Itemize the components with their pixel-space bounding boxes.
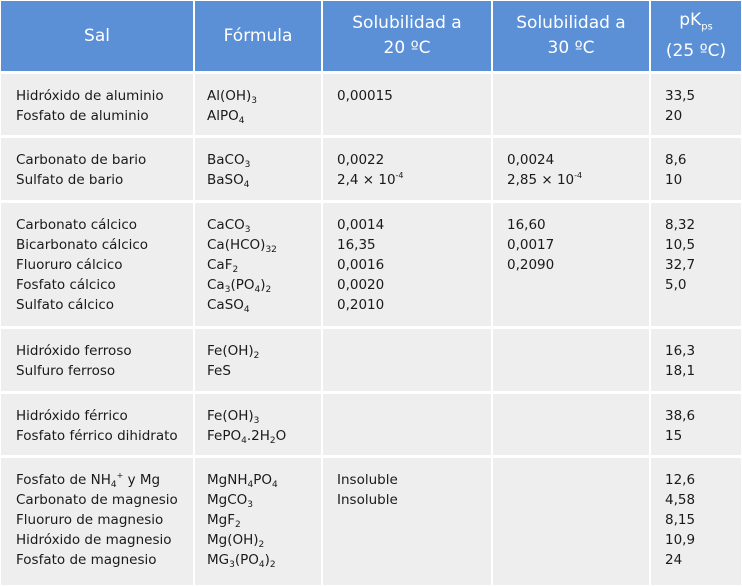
solubility-20-cell	[323, 458, 493, 585]
pkps-value: 20	[665, 108, 683, 124]
salt-name-cell	[1, 138, 195, 202]
pkps-value: 4,58	[665, 492, 696, 509]
pkps-value: 12,6	[665, 472, 696, 489]
pkps-value-cell	[651, 74, 741, 138]
table-row-group	[1, 458, 741, 585]
solubility-20	[337, 426, 485, 446]
pkps-value	[665, 295, 735, 315]
salt-name: Hidróxido de aluminio	[16, 88, 164, 104]
solubility-30	[507, 341, 643, 361]
solubility-20-cell	[323, 203, 493, 330]
formula: CaSO$_4$	[207, 296, 250, 315]
header-solubility-20	[323, 1, 493, 74]
formula: CaCO$_3$	[207, 216, 251, 235]
salt-name: Fosfato de aluminio	[16, 108, 149, 124]
salt-name: Hidróxido ferroso	[16, 343, 132, 360]
formula: $Mg(OH)_2$	[207, 532, 265, 551]
pkps-value: 8,15	[665, 512, 696, 529]
formula: $Ca_3(PO_4)_2$	[207, 276, 272, 295]
solubility-20	[337, 550, 485, 570]
solubility-20: Insoluble	[337, 472, 398, 489]
header-formula	[195, 1, 323, 74]
salt-name: Fosfato de magnesio	[16, 552, 157, 569]
formula: CaF$_2$	[207, 256, 239, 275]
header-solubility-30	[493, 1, 651, 74]
pkps-value: 8,6	[665, 152, 687, 169]
formula-cell	[195, 138, 323, 202]
header-solubility-30-line2: 30 ºC	[547, 38, 595, 58]
solubility-20: 0,00015	[337, 88, 393, 104]
salt-name: Fluoruro de magnesio	[16, 512, 164, 529]
solubility-30-cell	[493, 394, 651, 458]
formula: $MgNH_4PO_4$	[207, 472, 278, 491]
header-pkps-symbol: pK	[679, 9, 702, 30]
solubility-30	[507, 550, 643, 570]
pkps-value: 5,0	[665, 276, 687, 293]
solubility-20: $2,4 \times 10^{-4}$	[337, 171, 404, 189]
table-body	[1, 74, 741, 585]
formula-cell	[195, 203, 323, 330]
solubility-30	[507, 530, 643, 550]
solubility-20-cell	[323, 394, 493, 458]
salt-name: Fluoruro cálcico	[16, 256, 123, 273]
solubility-30-cell	[493, 138, 651, 202]
solubility-20	[337, 341, 485, 361]
formula: MgCO$_3$	[207, 492, 254, 511]
formula: $Ca(HCO)_{32}$	[207, 236, 277, 255]
header-pkps	[651, 1, 741, 74]
salt-name: Fosfato férrico dihidrato	[16, 427, 178, 444]
header-solubility-20-line1: Solubilidad a	[352, 13, 462, 33]
salt-name: Carbonato de bario	[16, 152, 147, 169]
salt-name-cell	[1, 394, 195, 458]
header-row	[1, 1, 741, 74]
solubility-30: 16,60	[507, 216, 546, 233]
salt-name: Bicarbonato cálcico	[16, 236, 149, 253]
pkps-value: 15	[665, 427, 683, 444]
salt-name: Sulfuro ferroso	[16, 363, 116, 380]
solubility-20-cell	[323, 329, 493, 393]
solubility-20: 0,0020	[337, 276, 385, 293]
header-sal-label: Sal	[84, 25, 110, 46]
solubility-30-cell	[493, 203, 651, 330]
pkps-value-cell	[651, 329, 741, 393]
pkps-value: 8,32	[665, 216, 696, 233]
formula: FeS	[207, 363, 231, 380]
pkps-value: 10	[665, 172, 683, 189]
solubility-20-cell	[323, 74, 493, 138]
header-pkps-subscript: ps	[701, 21, 713, 33]
salt-name: Fosfato cálcico	[16, 276, 116, 293]
header-solubility-20-line2: 20 ºC	[383, 38, 431, 58]
solubility-30: 0,2090	[507, 256, 555, 273]
pkps-value: 33,5	[665, 88, 696, 104]
solubility-20: 16,35	[337, 236, 376, 253]
formula-cell	[195, 394, 323, 458]
table-row-group	[1, 138, 741, 202]
salt-name: Carbonato cálcico	[16, 216, 138, 233]
formula: AlPO$_4$	[207, 108, 245, 126]
formula-cell	[195, 74, 323, 138]
solubility-20: 0,0014	[337, 216, 385, 233]
header-formula-label: Fórmula	[223, 25, 293, 46]
solubility-30: $2,85 \times 10^{-4}$	[507, 171, 583, 189]
header-solubility-30-line1: Solubilidad a	[516, 13, 626, 33]
formula: $Fe(OH)_3$	[207, 407, 260, 426]
formula: MgF$_2$	[207, 512, 241, 531]
solubility-20	[337, 406, 485, 426]
solubility-30	[507, 470, 643, 490]
salt-name: Carbonato de magnesio	[16, 492, 178, 509]
pkps-value: 18,1	[665, 363, 696, 380]
solubility-30	[507, 275, 643, 295]
pkps-value-cell	[651, 203, 741, 330]
solubility-30	[507, 295, 643, 315]
formula: BaSO$_4$	[207, 172, 250, 191]
solubility-30-cell	[493, 458, 651, 585]
pkps-value: 10,5	[665, 236, 696, 253]
solubility-20	[337, 106, 485, 126]
solubility-20: 0,2010	[337, 296, 385, 313]
pkps-value-cell	[651, 458, 741, 585]
table-row-group	[1, 74, 741, 138]
salt-name: Hidróxido de magnesio	[16, 532, 172, 549]
pkps-value: 32,7	[665, 256, 696, 273]
solubility-30	[507, 510, 643, 530]
pkps-value: 38,6	[665, 407, 696, 424]
table-row-group	[1, 394, 741, 458]
pkps-value-cell	[651, 138, 741, 202]
salt-name: Hidróxido férrico	[16, 407, 128, 424]
formula: $Al(OH)_3$	[207, 88, 258, 106]
table-row-group	[1, 203, 741, 330]
header-sal	[1, 1, 195, 74]
salt-name-cell	[1, 329, 195, 393]
formula: $Fe(OH)_2$	[207, 343, 260, 362]
salt-name-cell	[1, 74, 195, 138]
salt-name: Sulfato de bario	[16, 172, 124, 189]
table-row-group	[1, 329, 741, 393]
solubility-20	[337, 361, 485, 381]
pkps-value: 24	[665, 552, 683, 569]
formula-cell	[195, 458, 323, 585]
pkps-value-cell	[651, 394, 741, 458]
solubility-30-cell	[493, 329, 651, 393]
salt-name-cell	[1, 458, 195, 585]
formula-cell	[195, 329, 323, 393]
solubility-30	[507, 426, 643, 446]
solubility-20: 0,0016	[337, 256, 385, 273]
formula: BaCO$_3$	[207, 152, 251, 171]
solubility-20-cell	[323, 138, 493, 202]
pkps-value: 10,9	[665, 532, 696, 549]
salt-name: Sulfato cálcico	[16, 296, 115, 313]
solubility-30	[507, 361, 643, 381]
pkps-value: 16,3	[665, 343, 696, 360]
solubility-30	[507, 106, 643, 126]
solubility-table	[1, 1, 741, 585]
table-header	[1, 1, 741, 74]
solubility-30	[507, 406, 643, 426]
salt-name-cell	[1, 203, 195, 330]
solubility-30-cell	[493, 74, 651, 138]
solubility-30: 0,0024	[507, 152, 555, 169]
solubility-20: Insoluble	[337, 492, 398, 509]
solubility-30	[507, 86, 643, 106]
salt-name: Fosfato de $NH_4^+$ y Mg	[16, 471, 161, 491]
formula: $FePO_4.2H_2O$	[207, 427, 287, 446]
solubility-30: 0,0017	[507, 236, 555, 253]
solubility-20: 0,0022	[337, 152, 385, 169]
solubility-20	[337, 510, 485, 530]
solubility-30	[507, 490, 643, 510]
header-pkps-temperature: (25 ºC)	[665, 41, 727, 62]
solubility-20	[337, 530, 485, 550]
formula: $MG_3(PO_4)_2$	[207, 552, 276, 571]
